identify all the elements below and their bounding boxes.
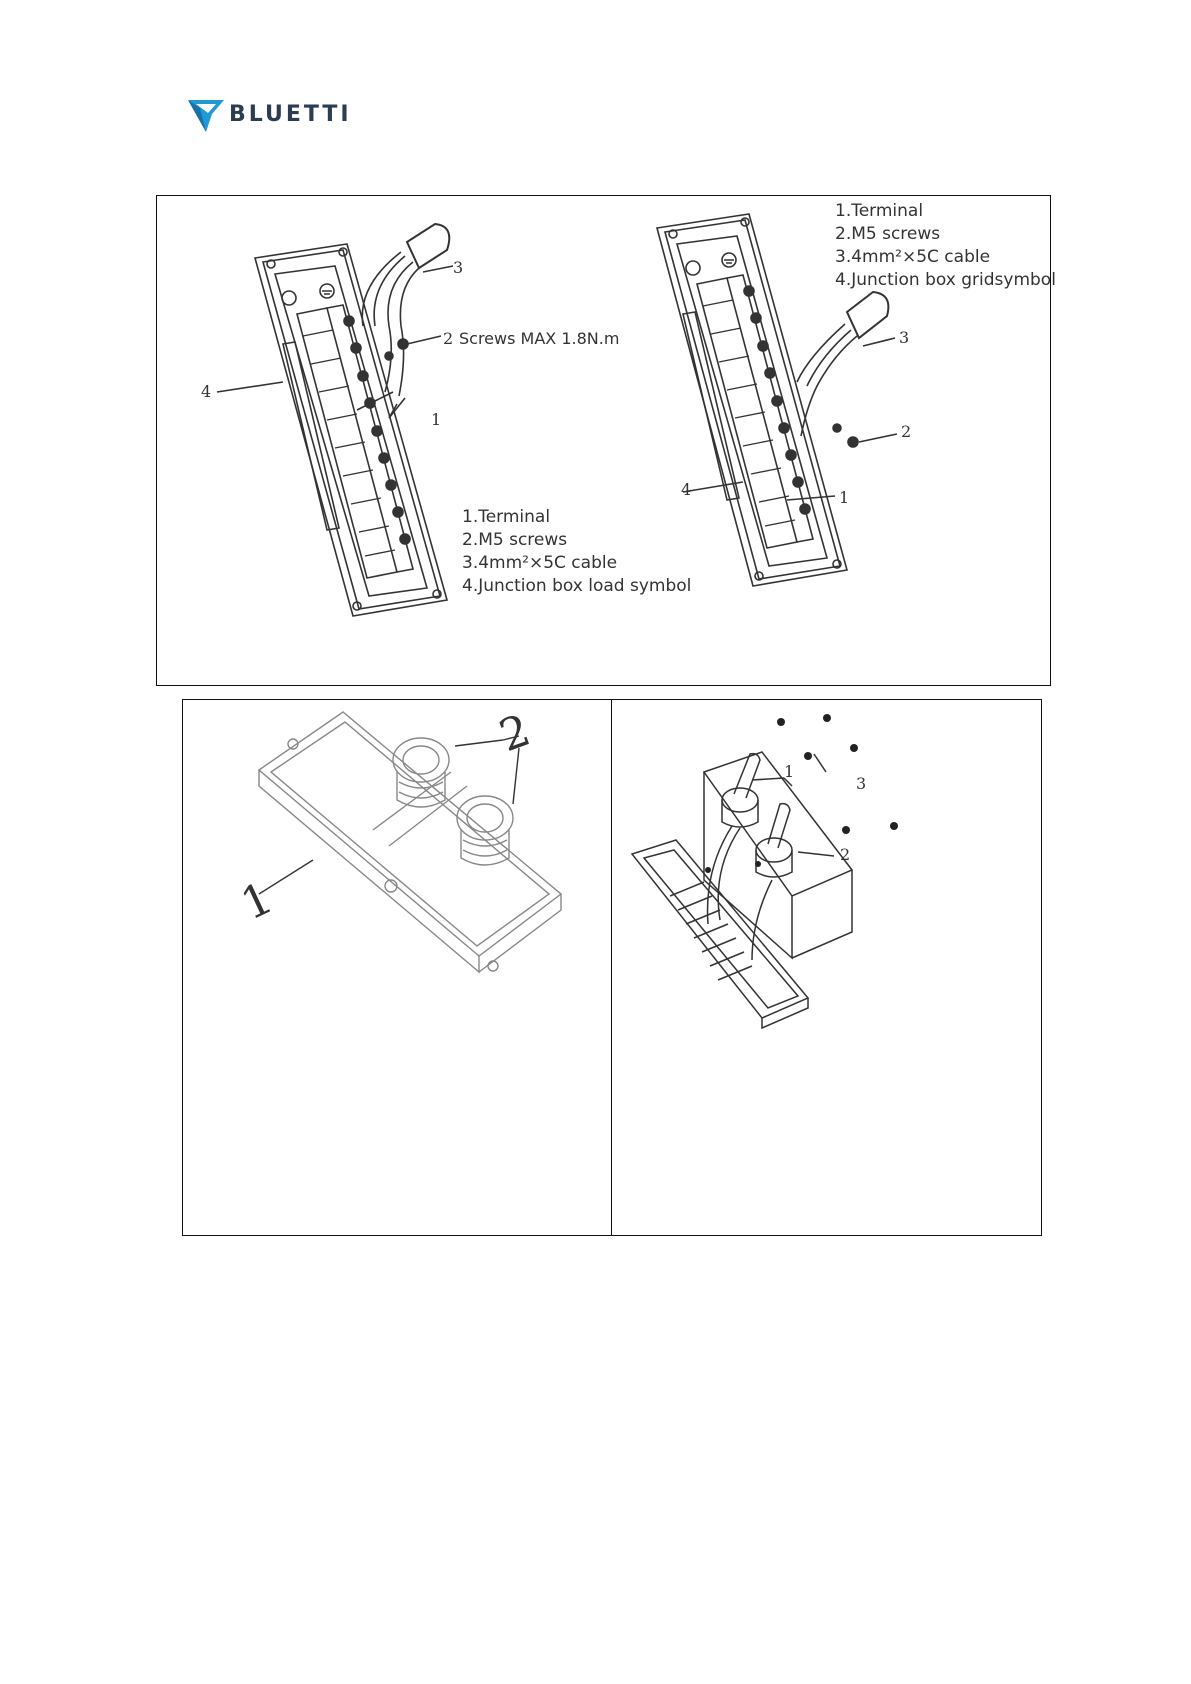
closed-junction-box-drawing <box>183 700 612 1235</box>
brand-name: BLUETTI <box>229 102 352 127</box>
junction-box-exploded-figure <box>611 699 1042 1236</box>
br-label-2: 2 <box>840 845 851 864</box>
bl-label-2: 2 <box>493 704 537 763</box>
left-label-2: 2 <box>443 329 454 348</box>
right-label-2: 2 <box>901 422 912 441</box>
left-junction-box-drawing <box>217 224 453 616</box>
junction-box-wiring-figure <box>156 195 1056 686</box>
left-legend-item: 2.M5 screws <box>462 530 568 550</box>
left-legend-item: 4.Junction box load symbol <box>462 576 692 596</box>
junction-box-closed-figure <box>182 699 613 1236</box>
right-legend-item: 3.4mm²×5C cable <box>835 247 991 267</box>
left-label-3: 3 <box>453 258 464 277</box>
left-legend <box>462 506 691 598</box>
bl-label-1: 1 <box>233 872 281 931</box>
right-label-4: 4 <box>681 480 692 499</box>
exploded-junction-box-drawing <box>612 700 1041 1235</box>
right-label-1: 1 <box>839 488 850 507</box>
right-legend-item: 1.Terminal <box>835 201 924 221</box>
left-screw-callout: Screws MAX 1.8N.m <box>459 329 620 348</box>
left-legend-item: 1.Terminal <box>462 507 551 527</box>
right-legend-item: 4.Junction box gridsymbol <box>835 270 1056 290</box>
brand-logo <box>186 96 366 138</box>
right-legend-item: 2.M5 screws <box>835 224 941 244</box>
right-label-3: 3 <box>899 328 910 347</box>
br-label-3: 3 <box>856 774 867 793</box>
bluetti-logo-icon <box>186 96 226 136</box>
left-label-1: 1 <box>431 410 442 429</box>
left-label-4: 4 <box>201 382 212 401</box>
right-legend <box>835 200 1056 292</box>
br-label-1: 1 <box>784 762 795 781</box>
left-legend-item: 3.4mm²×5C cable <box>462 553 618 573</box>
